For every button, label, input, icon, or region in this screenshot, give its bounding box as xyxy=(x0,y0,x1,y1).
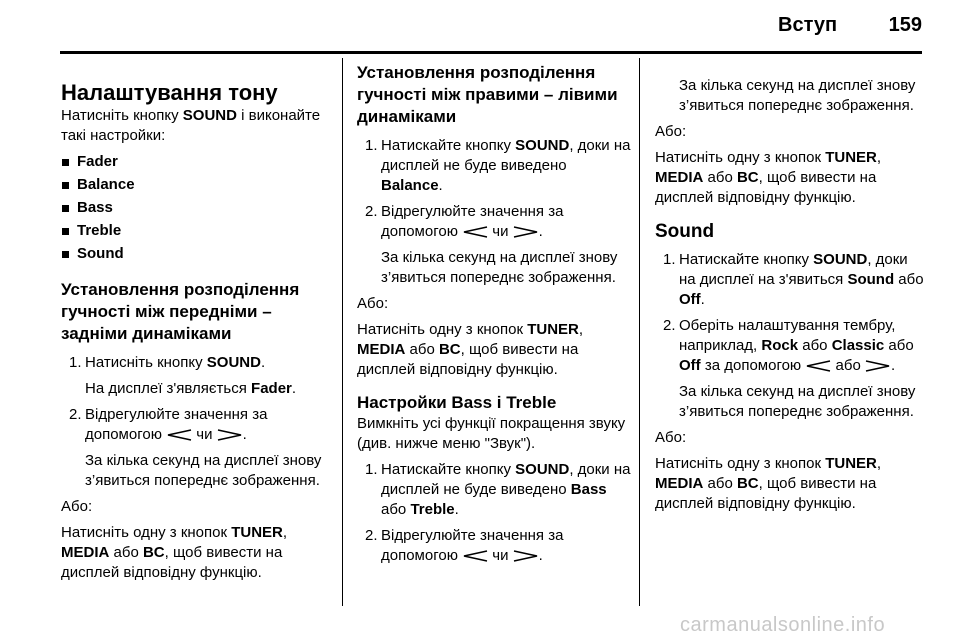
alternative-text: Натисніть одну з кнопок TUNER, MEDIA або BC, щоб вивести на дисплей відповідну функцію. xyxy=(61,524,288,581)
step-1-note: На дисплеї з'являється Fader. xyxy=(85,380,297,397)
sound-heading: Sound xyxy=(655,221,715,242)
left-arrow-icon xyxy=(462,226,488,238)
step-1: 1. Натискайте кнопку SOUND, доки на дисплеї на з'явиться Sound або Off. xyxy=(663,251,924,308)
left-arrow-icon xyxy=(166,429,192,441)
step-1: 1. Натисніть кнопку SOUND. xyxy=(69,354,266,371)
column-2 xyxy=(357,58,631,566)
step-2: 2. Відрегулюйте значення за допомогою чи . xyxy=(365,527,564,564)
right-arrow-icon xyxy=(513,226,539,238)
header-rule xyxy=(60,51,922,54)
step-2: 2. Оберіть налаштування тембру, наприклад, Rock або Classic або Off за допомогою або . xyxy=(663,317,914,374)
list-item: Sound xyxy=(61,244,333,267)
column-divider xyxy=(342,58,343,606)
continued-note: За кілька секунд на дисплеї знову з’явиться попереднє зображення. xyxy=(679,77,916,114)
list-item: Bass xyxy=(61,198,333,221)
list-item: Balance xyxy=(61,175,333,198)
step-2: 2. Відрегулюйте значення за допомогою чи . xyxy=(69,406,268,443)
or-label: Або: xyxy=(655,429,687,446)
step-2-note: За кілька секунд на дисплеї знову з’явиться попереднє зображення. xyxy=(381,249,618,286)
alternative-text: Натисніть одну з кнопок TUNER, MEDIA або BC, щоб вивести на дисплей відповідну функцію. xyxy=(357,321,584,378)
step-2-note: За кілька секунд на дисплеї знову з’явиться попереднє зображення. xyxy=(679,383,916,420)
list-item: Fader xyxy=(61,152,333,175)
sound-options-list xyxy=(61,152,333,267)
balance-heading: Установлення розподілення гучності між правими – лівими динаміками xyxy=(357,63,618,126)
left-arrow-icon xyxy=(805,360,831,372)
section-heading: Налаштування тону xyxy=(61,80,278,105)
or-label: Або: xyxy=(357,295,389,312)
step-1: 1. Натискайте кнопку SOUND, доки на дисплей не буде виведено Balance. xyxy=(365,137,631,194)
or-label: Або: xyxy=(61,498,93,515)
column-3 xyxy=(655,58,927,514)
bass-intro: Вимкніть усі функції покращення звуку (див. нижче меню "Звук"). xyxy=(357,415,626,452)
list-item: Treble xyxy=(61,221,333,244)
right-arrow-icon xyxy=(217,429,243,441)
page-number: 159 xyxy=(888,14,922,36)
left-arrow-icon xyxy=(462,550,488,562)
alternative-text: Натисніть одну з кнопок TUNER, MEDIA або BC, щоб вивести на дисплей відповідну функцію. xyxy=(655,455,882,512)
section-title: Вступ xyxy=(778,14,838,36)
alternative-text: Натисніть одну з кнопок TUNER, MEDIA або BC, щоб вивести на дисплей відповідну функцію. xyxy=(655,149,882,206)
right-arrow-icon xyxy=(513,550,539,562)
column-1 xyxy=(61,58,333,583)
or-label: Або: xyxy=(655,123,687,140)
step-2-note: За кілька секунд на дисплеї знову з’явиться попереднє зображення. xyxy=(85,452,322,489)
right-arrow-icon xyxy=(865,360,891,372)
page-header xyxy=(778,14,922,37)
step-2: 2. Відрегулюйте значення за допомогою чи . xyxy=(365,203,564,240)
column-divider xyxy=(639,58,640,606)
fader-heading: Установлення розподілення гучності між передніми – задніми динаміками xyxy=(61,280,300,343)
step-1: 1. Натискайте кнопку SOUND, доки на дисплей не буде виведено Bass або Treble. xyxy=(365,461,631,518)
bass-treble-heading: Настройки Bass і Treble xyxy=(357,393,557,412)
watermark: carmanualsonline.info xyxy=(680,614,886,636)
intro-text: Натисніть кнопку SOUND і виконайте такі настройки: xyxy=(61,107,321,144)
